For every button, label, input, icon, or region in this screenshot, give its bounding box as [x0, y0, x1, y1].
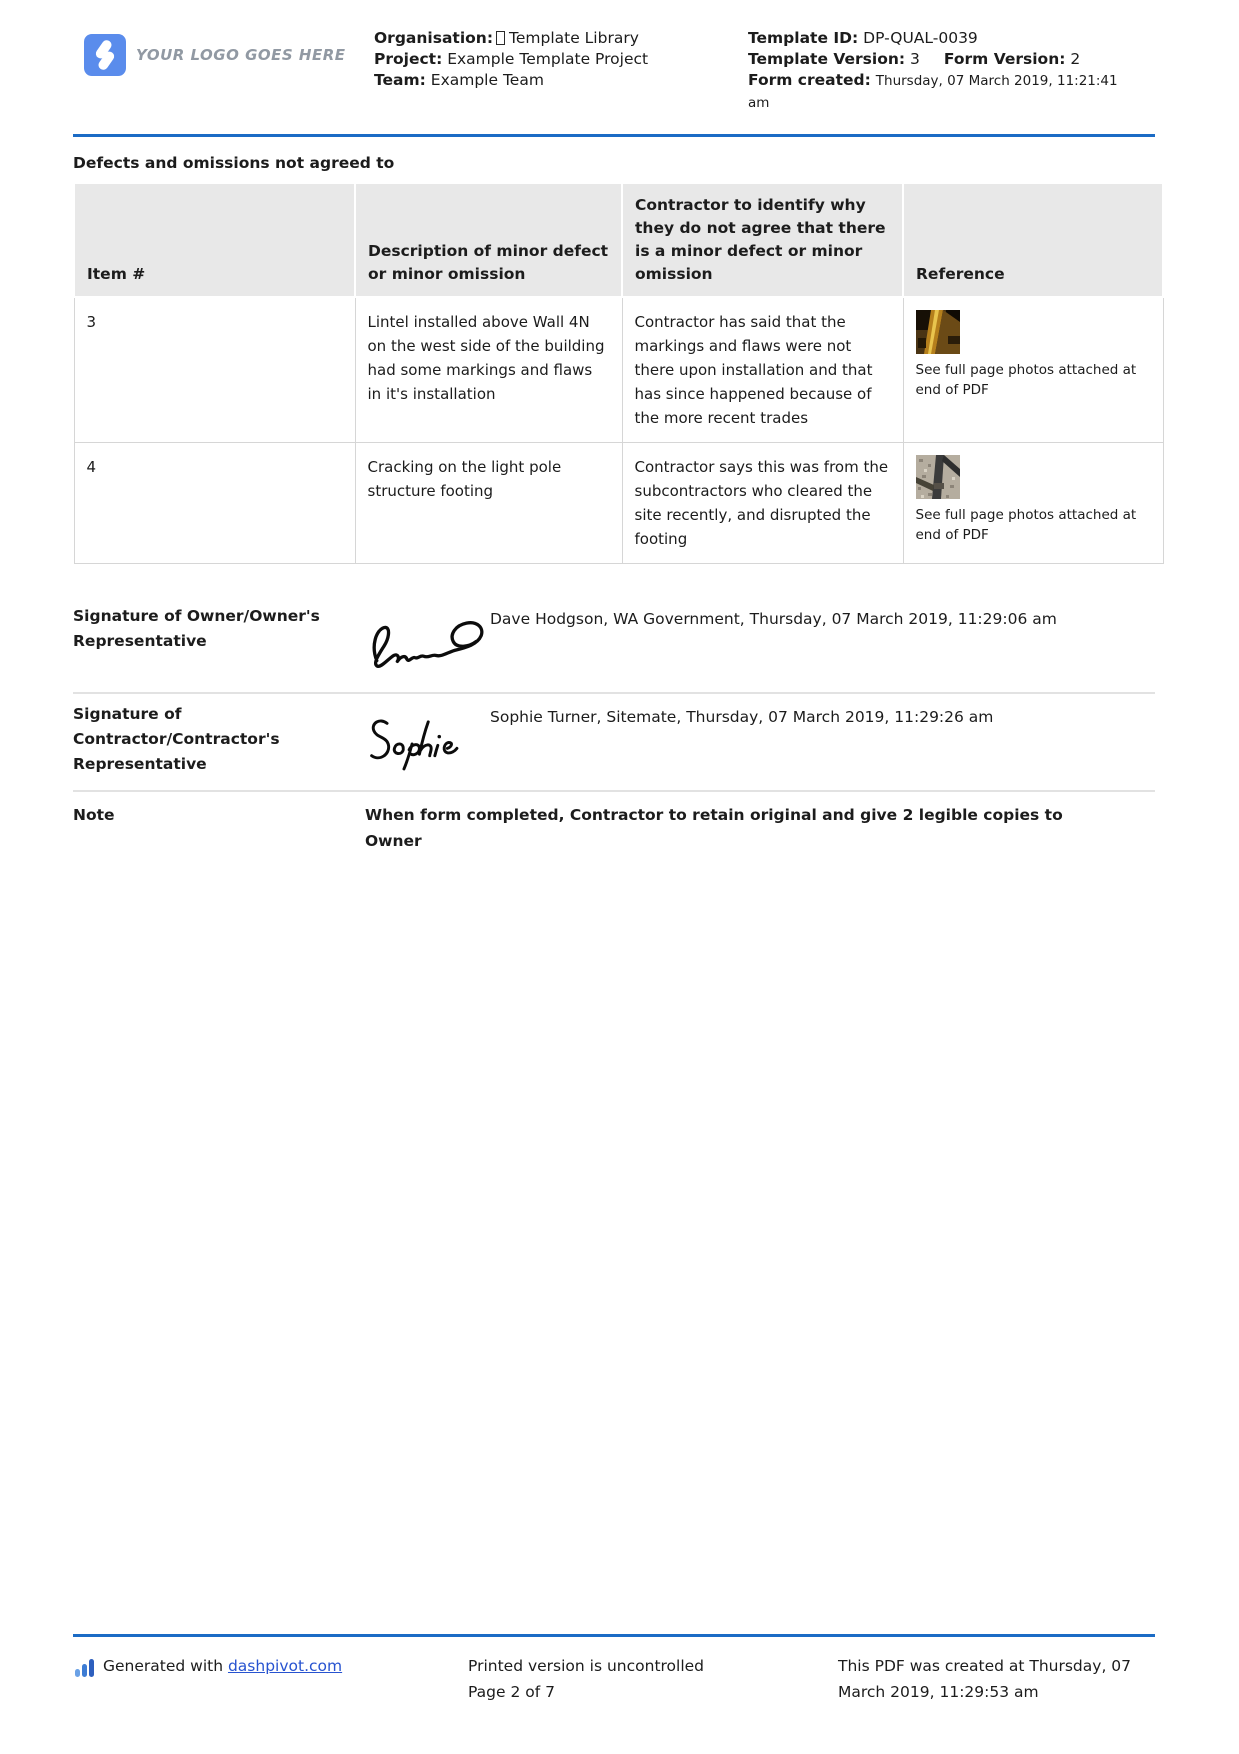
table-row	[74, 297, 1163, 443]
owner-signature-row	[73, 596, 1155, 692]
footer	[73, 1653, 1155, 1705]
project-line: Project: Example Template Project	[374, 50, 649, 68]
cell-item-number: 4	[74, 443, 355, 564]
bar-chart-icon	[73, 1657, 95, 1679]
col-header-description: Description of minor defect or minor omission	[355, 183, 622, 297]
missing-glyph-box	[496, 31, 505, 45]
lintel-night-photo	[916, 310, 960, 354]
page-number: Page 2 of 7	[468, 1683, 555, 1701]
cell-description: Cracking on the light pole structure footing	[355, 443, 622, 564]
reference-note: See full page photos attached at end of PDF	[915, 362, 1137, 398]
cell-reference	[903, 297, 1163, 443]
reference-note: See full page photos attached at end of PDF	[915, 507, 1137, 543]
footer-print-info	[468, 1653, 838, 1705]
col-header-contractor-reason: Contractor to identify why they do not agree that there is a minor defect or minor omission	[622, 183, 903, 297]
footer-generated	[73, 1653, 468, 1705]
logo-icon	[84, 34, 126, 76]
cell-reference	[903, 443, 1163, 564]
contractor-signature-label: Signature of Contractor/Contractor's Representative	[73, 705, 280, 773]
cell-contractor-reason: Contractor has said that the markings and flaws were not there upon installation and that has since happened because of the more recent trades	[622, 297, 903, 443]
logo-placeholder-text: YOUR LOGO GOES HERE	[136, 46, 346, 64]
table-header-row	[74, 183, 1163, 297]
header-divider-rule	[73, 134, 1155, 137]
owner-signature-image	[365, 604, 490, 682]
note-row	[73, 790, 1155, 864]
light-pole-footing-photo	[916, 455, 960, 499]
company-logo	[84, 34, 346, 76]
form-created-line: Form created: Thursday, 07 March 2019, 11:21:41 am	[748, 71, 1118, 111]
contractor-signature-row	[73, 692, 1155, 790]
footer-divider-rule	[73, 1634, 1155, 1637]
footer-created-at: This PDF was created at Thursday, 07 March 2019, 11:29:53 am	[838, 1657, 1132, 1701]
template-id-line: Template ID: DP-QUAL-0039	[748, 29, 978, 47]
header-project-info	[374, 28, 724, 91]
cell-item-number: 3	[74, 297, 355, 443]
contractor-signature-image	[365, 702, 490, 780]
header-template-info	[748, 28, 1118, 114]
owner-signed-by: Dave Hodgson, WA Government, Thursday, 07 March 2019, 11:29:06 am	[490, 610, 1057, 628]
table-row	[74, 443, 1163, 564]
col-header-reference: Reference	[903, 183, 1163, 297]
note-text: When form completed, Contractor to retain original and give 2 legible copies to Owner	[365, 806, 1063, 850]
section-title: Defects and omissions not agreed to	[73, 154, 395, 172]
owner-signature-label: Signature of Owner/Owner's Representative	[73, 607, 320, 650]
version-line: Template Version: 3 Form Version: 2	[748, 50, 1081, 68]
signatures-section	[73, 596, 1155, 864]
team-line: Team: Example Team	[374, 71, 544, 89]
organisation-line: Organisation: Template Library	[374, 29, 639, 47]
note-label: Note	[73, 806, 115, 824]
dashpivot-link[interactable]: dashpivot.com	[227, 1657, 343, 1675]
cell-description: Lintel installed above Wall 4N on the west side of the building had some markings and flaws in it's installation	[355, 297, 622, 443]
col-header-item: Item #	[74, 183, 355, 297]
defects-table	[73, 182, 1164, 564]
uncontrolled-text: Printed version is uncontrolled	[468, 1657, 705, 1675]
generated-with-text: Generated with dashpivot.com	[103, 1657, 343, 1675]
contractor-signed-by: Sophie Turner, Sitemate, Thursday, 07 March 2019, 11:29:26 am	[490, 708, 994, 726]
cell-contractor-reason: Contractor says this was from the subcontractors who cleared the site recently, and disrupted the footing	[622, 443, 903, 564]
